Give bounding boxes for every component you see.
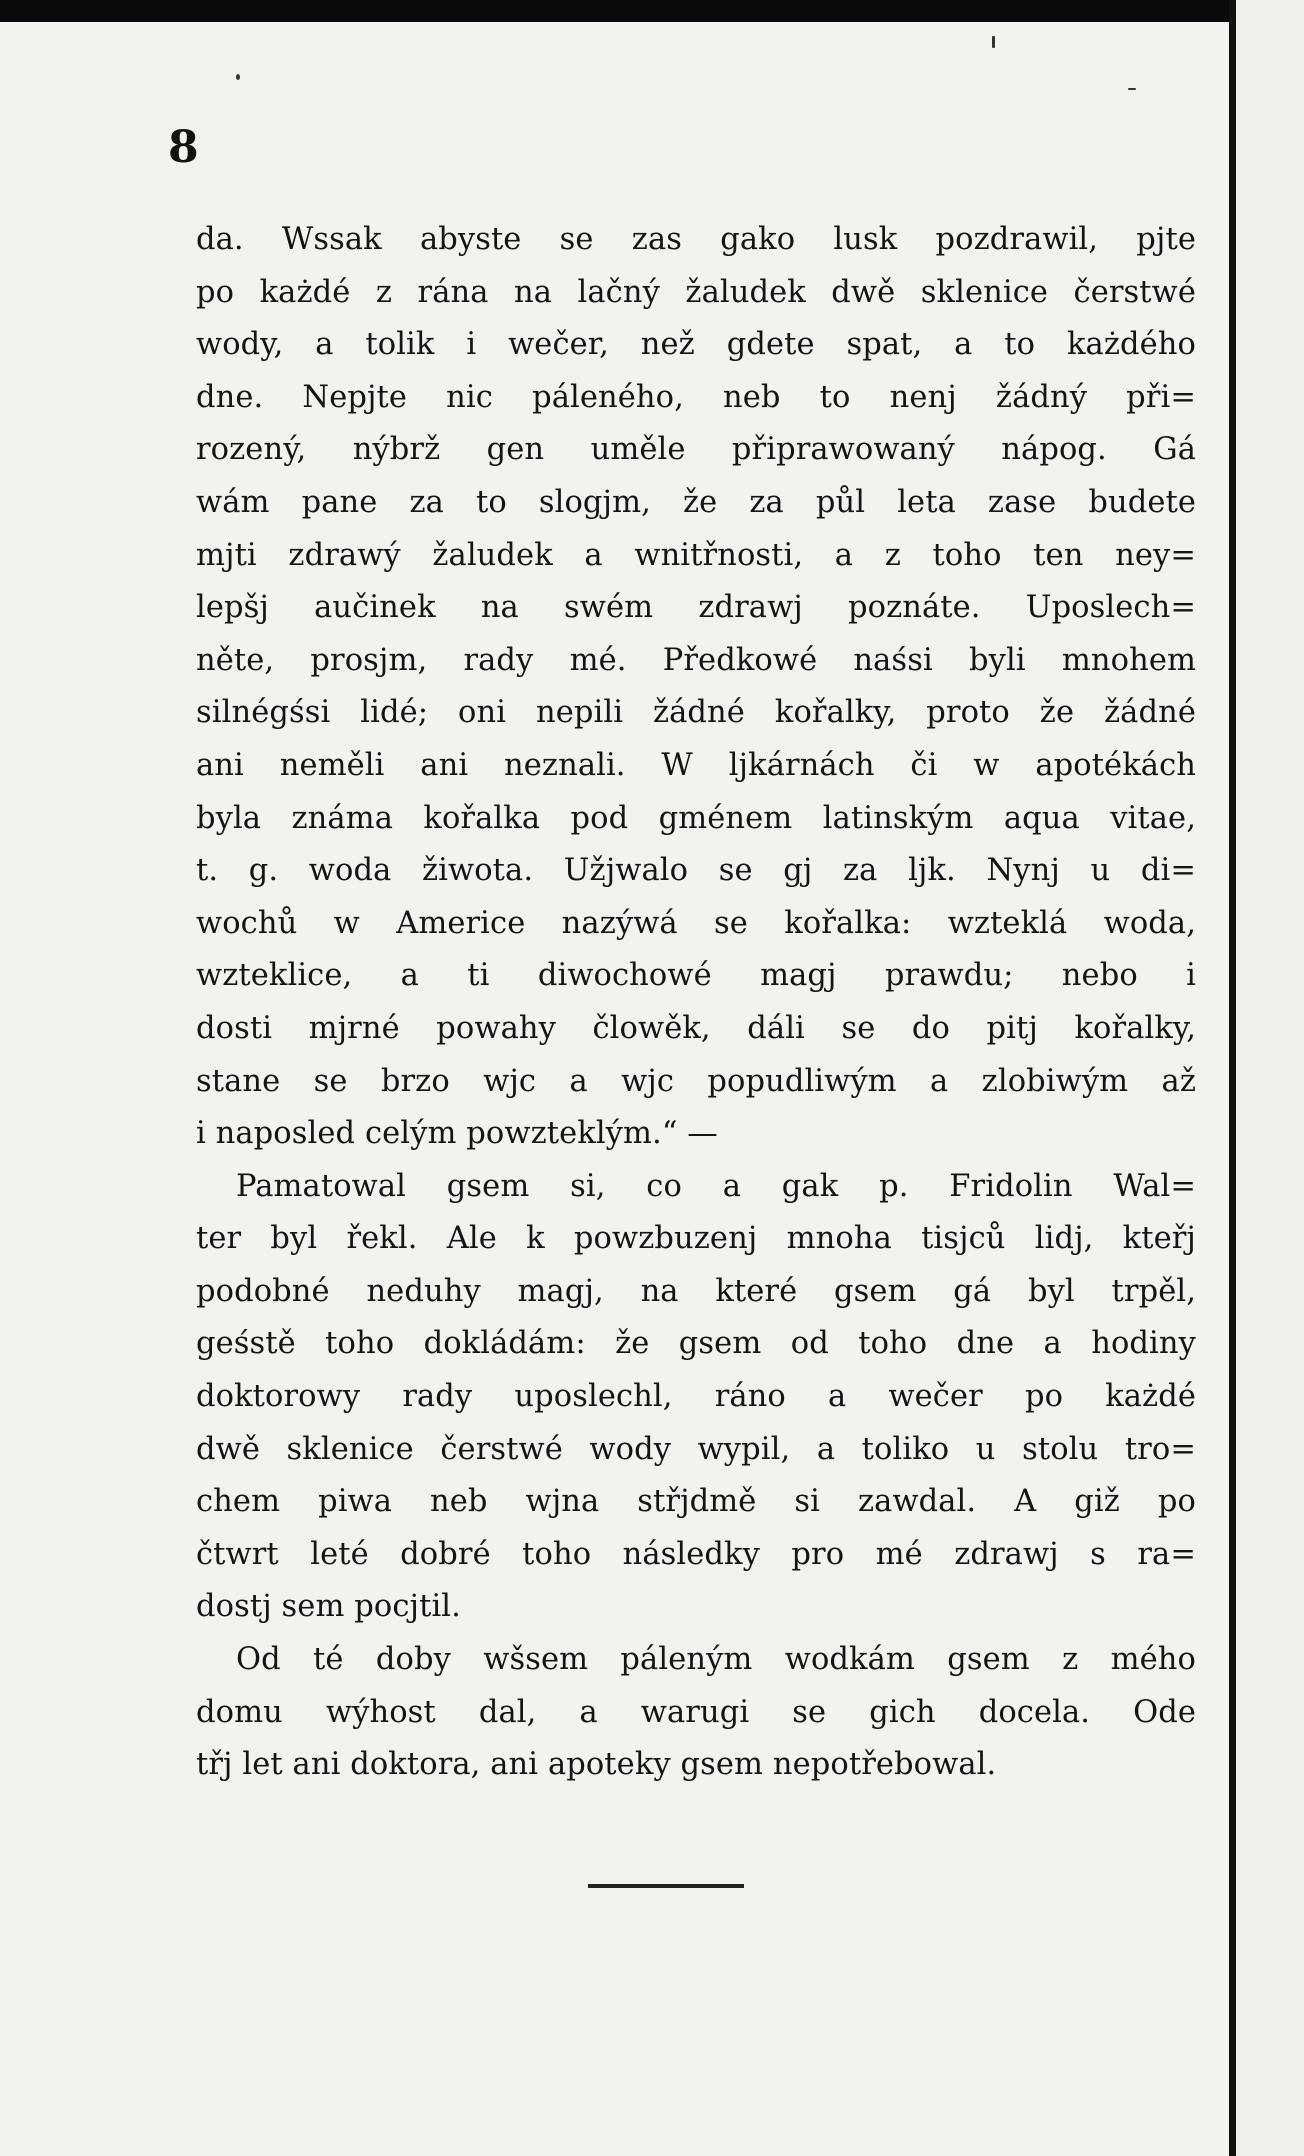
text-line: ter byl řekl. Ale k powzbuzenj mnoha tisjců lidj, kteřj xyxy=(196,1221,1196,1257)
text-line: wám pane za to slogjm, že za půl leta zase budete xyxy=(196,484,1196,520)
text-line: silnégśsi lidé; oni nepili žádné kořalky, proto že žádné xyxy=(196,695,1196,731)
text-line: stane se brzo wjc a wjc popudliwým a zlobiwým až xyxy=(196,1063,1196,1099)
text-line: geśstě toho dokládám: že gsem od toho dne a hodiny xyxy=(196,1326,1196,1362)
text-line: mjti zdrawý žaludek a wnitřnosti, a z toho ten ney= xyxy=(196,537,1196,573)
text-line: byla známa kořalka pod gménem latinským aqua vitae, xyxy=(196,800,1196,836)
closing-rule xyxy=(588,1884,744,1888)
text-line: doktorowy rady uposlechl, ráno a wečer po każdé xyxy=(196,1379,1196,1415)
text-line: wzteklice, a ti diwochowé magj prawdu; nebo i xyxy=(196,958,1196,994)
paper-speck xyxy=(236,74,240,80)
text-line: po każdé z rána na lačný žaludek dwě sklenice čerstwé xyxy=(196,274,1196,310)
text-line: něte, prosjm, rady mé. Předkowé naśsi byli mnohem xyxy=(196,642,1196,678)
text-line: wody, a tolik i wečer, než gdete spat, a to każdého xyxy=(196,327,1196,363)
text-line: dwě sklenice čerstwé wody wypil, a toliko u stolu tro= xyxy=(196,1431,1196,1467)
text-line: lepšj aučinek na swém zdrawj poznáte. Uposlech= xyxy=(196,590,1196,626)
text-line: dosti mjrné powahy člowěk, dáli se do pitj kořalky, xyxy=(196,1010,1196,1046)
page-number: 8 xyxy=(168,122,199,173)
text-line: chem piwa neb wjna střjdmě si zawdal. A giž po xyxy=(196,1484,1196,1520)
text-line: domu wýhost dal, a warugi se gich docela. Ode xyxy=(196,1694,1196,1730)
text-line: t. g. woda žiwota. Užjwalo se gj za ljk. Nynj u di= xyxy=(196,853,1196,889)
text-line: wochů w Americe nazýwá se kořalka: wzteklá woda, xyxy=(196,905,1196,941)
book-page xyxy=(0,22,1236,2156)
body-text xyxy=(196,214,1196,1792)
paper-speck xyxy=(992,36,995,48)
paper-speck xyxy=(1128,88,1136,90)
text-line: čtwrt leté dobré toho následky pro mé zdrawj s ra= xyxy=(196,1536,1196,1572)
text-line: i naposled celým powzteklým.“ — xyxy=(196,1116,718,1152)
page-edge xyxy=(1229,0,1304,2156)
text-line: podobné neduhy magj, na které gsem gá byl trpěl, xyxy=(196,1273,1196,1309)
text-line: Od té doby wšsem páleným wodkám gsem z mého xyxy=(236,1642,1196,1678)
text-line: dostj sem pocjtil. xyxy=(196,1589,461,1625)
text-line: dne. Nepjte nic páleného, neb to nenj žádný při= xyxy=(196,379,1196,415)
text-line: rozený, nýbrž gen uměle připrawowaný nápog. Gá xyxy=(196,432,1196,468)
text-line: Pamatowal gsem si, co a gak p. Fridolin Wal= xyxy=(236,1168,1196,1204)
text-line: da. Wssak abyste se zas gako lusk pozdrawil, pjte xyxy=(196,222,1196,257)
text-line: ani neměli ani neznali. W ljkárnách či w apotékách xyxy=(196,747,1196,783)
text-line: třj let ani doktora, ani apoteky gsem nepotřebowal. xyxy=(196,1747,997,1783)
